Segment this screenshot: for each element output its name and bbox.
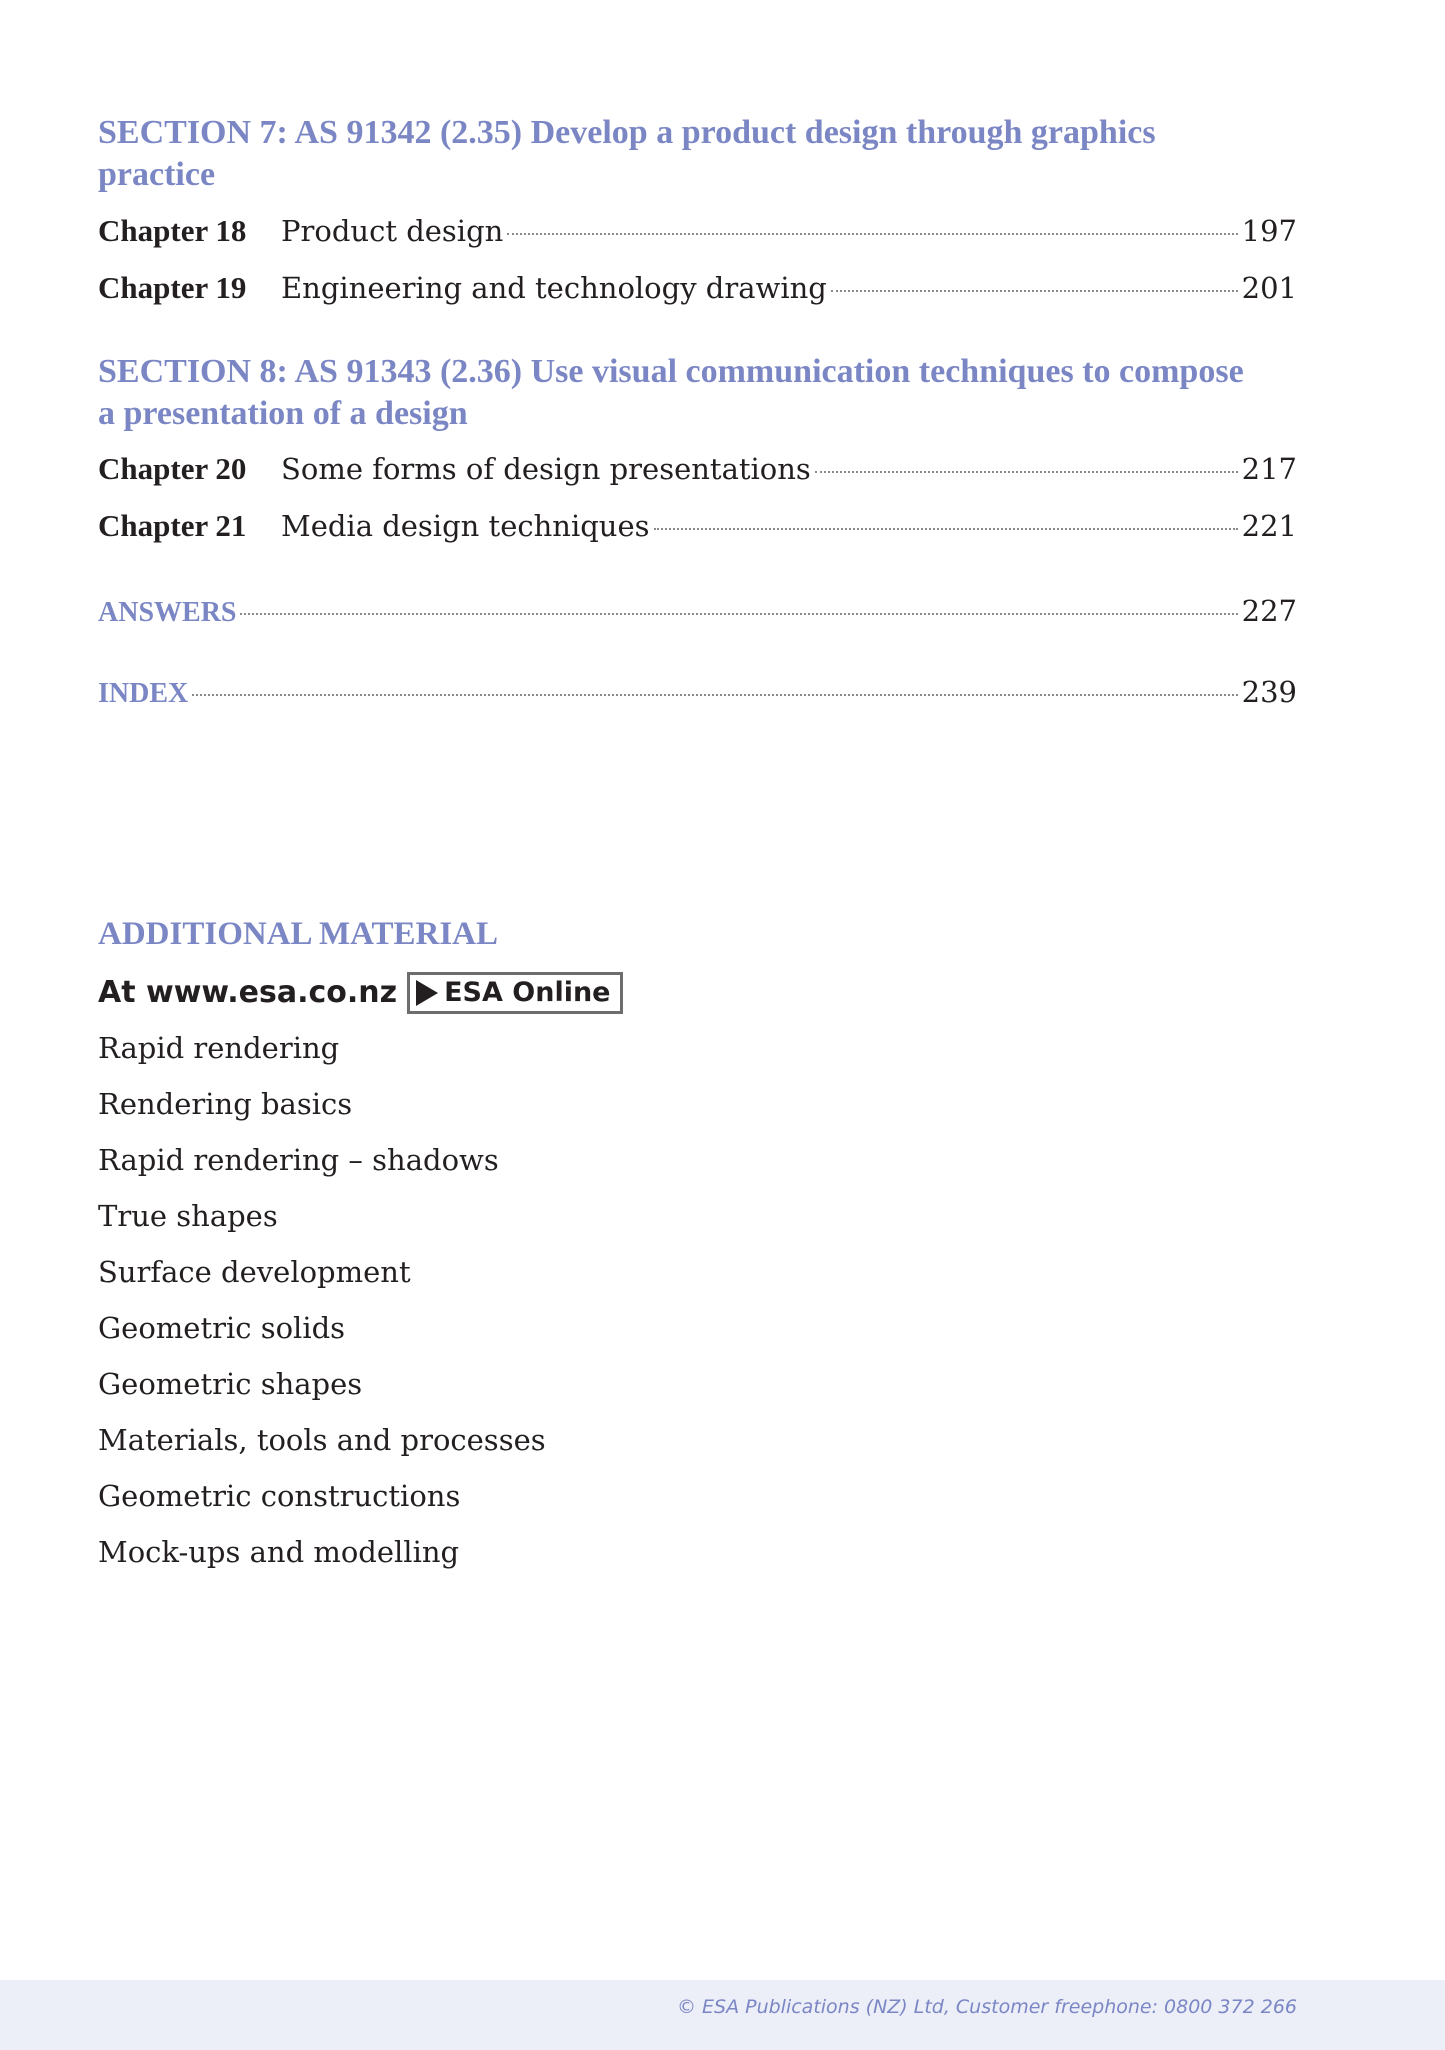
list-item[interactable]: Geometric solids bbox=[98, 1311, 346, 1345]
chapter-title: Engineering and technology drawing bbox=[281, 271, 827, 305]
toc-row-index[interactable] bbox=[98, 672, 1297, 712]
section-8-heading bbox=[98, 351, 1297, 435]
answers-label: ANSWERS bbox=[98, 597, 237, 628]
chapter-label: Chapter 20 bbox=[98, 451, 247, 486]
section-7-heading-line1: SECTION 7: AS 91342 (2.35) Develop a product design through graphics bbox=[98, 114, 1156, 151]
page-number: 227 bbox=[1241, 594, 1297, 628]
chapter-label: Chapter 19 bbox=[98, 270, 247, 305]
page-number: 239 bbox=[1241, 675, 1297, 709]
chapter-title: Media design techniques bbox=[281, 509, 650, 543]
toc-row-answers[interactable] bbox=[98, 591, 1297, 631]
online-prefix: At www.esa.co.nz bbox=[98, 975, 398, 1010]
dot-leader bbox=[815, 471, 1238, 473]
list-item[interactable]: Rapid rendering bbox=[98, 1031, 340, 1065]
list-item[interactable]: Surface development bbox=[98, 1255, 411, 1289]
list-item[interactable]: Geometric shapes bbox=[98, 1367, 363, 1401]
dot-leader bbox=[240, 613, 1237, 615]
online-link-row bbox=[98, 972, 623, 1014]
dot-leader bbox=[507, 233, 1237, 235]
toc-row-chapter-20[interactable] bbox=[98, 449, 1297, 489]
chapter-label: Chapter 21 bbox=[98, 508, 247, 543]
toc-row-chapter-19[interactable] bbox=[98, 268, 1297, 308]
copyright-text: © ESA Publications (NZ) Ltd, Customer freephone: 0800 372 266 bbox=[676, 1996, 1297, 2018]
chapter-label: Chapter 18 bbox=[98, 213, 247, 248]
page-number: 221 bbox=[1241, 509, 1297, 543]
section-8-heading-line1: SECTION 8: AS 91343 (2.36) Use visual communication techniques to compose bbox=[98, 353, 1244, 390]
dot-leader bbox=[831, 290, 1238, 292]
list-item[interactable]: Geometric constructions bbox=[98, 1479, 461, 1513]
list-item[interactable]: Materials, tools and processes bbox=[98, 1423, 546, 1457]
page-number: 217 bbox=[1241, 452, 1297, 486]
page-footer bbox=[0, 1980, 1445, 2050]
page-number: 197 bbox=[1241, 214, 1297, 248]
section-8-heading-line2: a presentation of a design bbox=[98, 395, 468, 432]
additional-material-list bbox=[98, 1020, 546, 1580]
list-item[interactable]: Rendering basics bbox=[98, 1087, 353, 1121]
index-label: INDEX bbox=[98, 678, 189, 709]
list-item[interactable]: Mock-ups and modelling bbox=[98, 1535, 460, 1569]
chapter-title: Some forms of design presentations bbox=[281, 452, 811, 486]
section-7-heading bbox=[98, 112, 1297, 196]
toc-row-chapter-21[interactable] bbox=[98, 506, 1297, 546]
chapter-title: Product design bbox=[281, 214, 504, 248]
section-7-heading-line2: practice bbox=[98, 156, 216, 193]
dot-leader bbox=[192, 694, 1237, 696]
dot-leader bbox=[654, 528, 1238, 530]
esa-online-button[interactable] bbox=[407, 972, 623, 1014]
list-item[interactable]: True shapes bbox=[98, 1199, 278, 1233]
play-icon bbox=[416, 980, 438, 1006]
additional-material-heading: ADDITIONAL MATERIAL bbox=[98, 916, 499, 952]
toc-row-chapter-18[interactable] bbox=[98, 211, 1297, 251]
esa-online-label: ESA Online bbox=[444, 977, 611, 1008]
page-number: 201 bbox=[1241, 271, 1297, 305]
list-item[interactable]: Rapid rendering – shadows bbox=[98, 1143, 499, 1177]
